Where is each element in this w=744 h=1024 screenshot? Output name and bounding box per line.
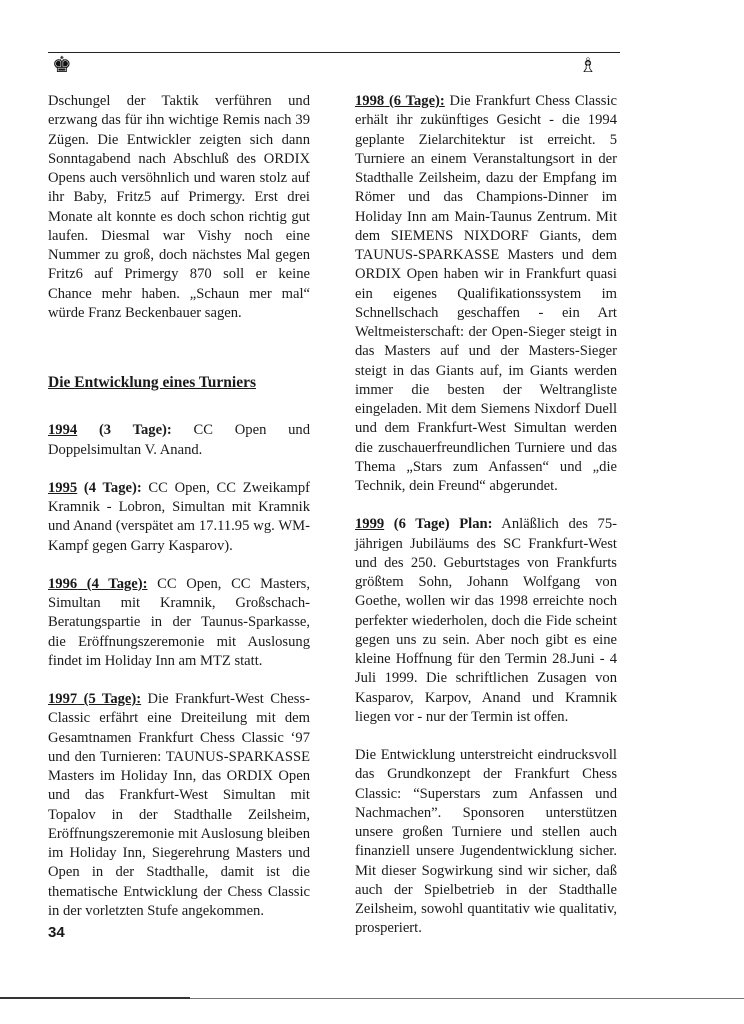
chess-bishop-icon: ♗ bbox=[579, 55, 597, 77]
entry-1998: 1998 (6 Tage): Die Frankfurt Chess Classic erhält ihr zukünftiges Gesicht - die 1994 geplante Zielarchitektur ist erreicht. 5 Turniere an einem Veranstaltungsort in der Stadthalle Zeilsheim, dazu der Empfang im Römer und das Champions-Dinner im Holiday Inn am Main-Taunus Zentrum. Mit dem SIEMENS NIXDORF Giants, dem TAUNUS-SPARKASSE Masters und dem ORDIX Open haben wir in Frankfurt quasi ein eigenes Qualifikationssystem im Schnellschach geschaffen - ein Art Weltmeisterschaft: der Open-Sieger steigt in das Masters auf und der Masters-Sieger steigt in das Giants auf, im Giants werden immer die besten der Weltrangliste eingeladen. Mit dem Siemens Nixdorf Duell und dem Frankfurt-West Simultan werden die zuschauerfreundlichen Turniere und das Thema „Stars zum Anfassen“ und „die Technik, dein Freund“ abgerundet. bbox=[355, 93, 618, 494]
bottom-rule-dark bbox=[0, 997, 190, 999]
closing-paragraph: Die Entwicklung unterstreicht eindrucksvoll das Grundkonzept der Frankfurt Chess Classic: “Superstars zum Anfassen und Nachmachen”. Sponsoren unterstützen unsere großen Turniere und stellen auch finanziell unsere Jugendentwicklung sicher. Mit dieser Sogwirkung sind wir sicher, daß auch der Spielbetrieb in der Stadthalle Zeilsheim, sowohl quantitativ wie qualitativ, prosperiert. bbox=[355, 747, 617, 937]
intro-paragraph: Dschungel der Taktik verführen und erzwang das für ihn wichtige Remis nach 39 Zügen. Die Entwickler zeigten sich dann Sonntagabend nach Abschluß des ORDIX Opens auch versöhnlich und waren stolz auf ihr Baby, Fritz5 auf Primergy. Erst drei Monate alt konnte es doch schon richtig gut laufen. Diesmal war Vishy noch eine Nummer zu groß, doch nächstes Mal gegen Fritz6 auf Primergy 870 soll er keine Chance mehr haben. „Schaun mer mal“ würde Franz Beckenbauer sagen. bbox=[48, 93, 310, 321]
entry-1997: 1997 (5 Tage): Die Frankfurt-West Chess-Classic erfährt eine Dreiteilung mit dem Gesamtnamen Frankfurt Chess Classic ‘97 und den Turnieren: TAUNUS-SPARKASSE Masters im Holiday Inn, das ORDIX Open und das Frankfurt-West Simultan mit Topalov in der Stadthalle Zeilsheim, Eröffnungszeremonie mit Auslosung bleiben im Holiday Inn, Siegerehrung Masters und Open in der Stadthalle, damit ist die thematische Entwicklung der Chess Classic in der vorletzten Stufe angekommen. bbox=[48, 691, 310, 919]
page-number: 34 bbox=[48, 924, 65, 941]
entry-1999: 1999 (6 Tage) Plan: Anläßlich des 75-jährigen Jubiläums des SC Frankfurt-West und des 250. Geburtstages von Frankfurts größtem Sohn, Johann Wolfgang von Goethe, wollen wir das 1998 erreichte noch perfekter wiederholen, doch die Fide scheint gegen uns zu sein. Aber noch gibt es eine kleine Hoffnung für den Termin 28.Juni - 4 Juli 1999. Die schriftlichen Zusagen von Kasparov, Karpov, Anand und Kramnik liegen vor - nur der Termin ist offen. bbox=[355, 516, 617, 725]
right-column bbox=[355, 92, 617, 939]
section-title: Die Entwicklung eines Turniers bbox=[48, 374, 256, 391]
entry-1994: 1994 (3 Tage): CC Open und Doppelsimultan V. Anand. bbox=[48, 422, 311, 458]
chess-king-icon: ♚ bbox=[52, 52, 72, 77]
header-rule bbox=[48, 52, 620, 53]
left-column bbox=[48, 92, 310, 921]
entry-1995: 1995 (4 Tage): CC Open, CC Zweikampf Kramnik - Lobron, Simultan mit Kramnik und Anand (verspätet am 17.11.95 wg. WM-Kampf gegen Garry Kasparov). bbox=[48, 479, 310, 554]
entry-1996: 1996 (4 Tage): CC Open, CC Masters, Simultan mit Kramnik, Großschach-Beratungspartie in der Taunus-Sparkasse, die Eröffnungszeremonie mit Auslosung findet im Holiday Inn am MTZ statt. bbox=[48, 575, 311, 669]
